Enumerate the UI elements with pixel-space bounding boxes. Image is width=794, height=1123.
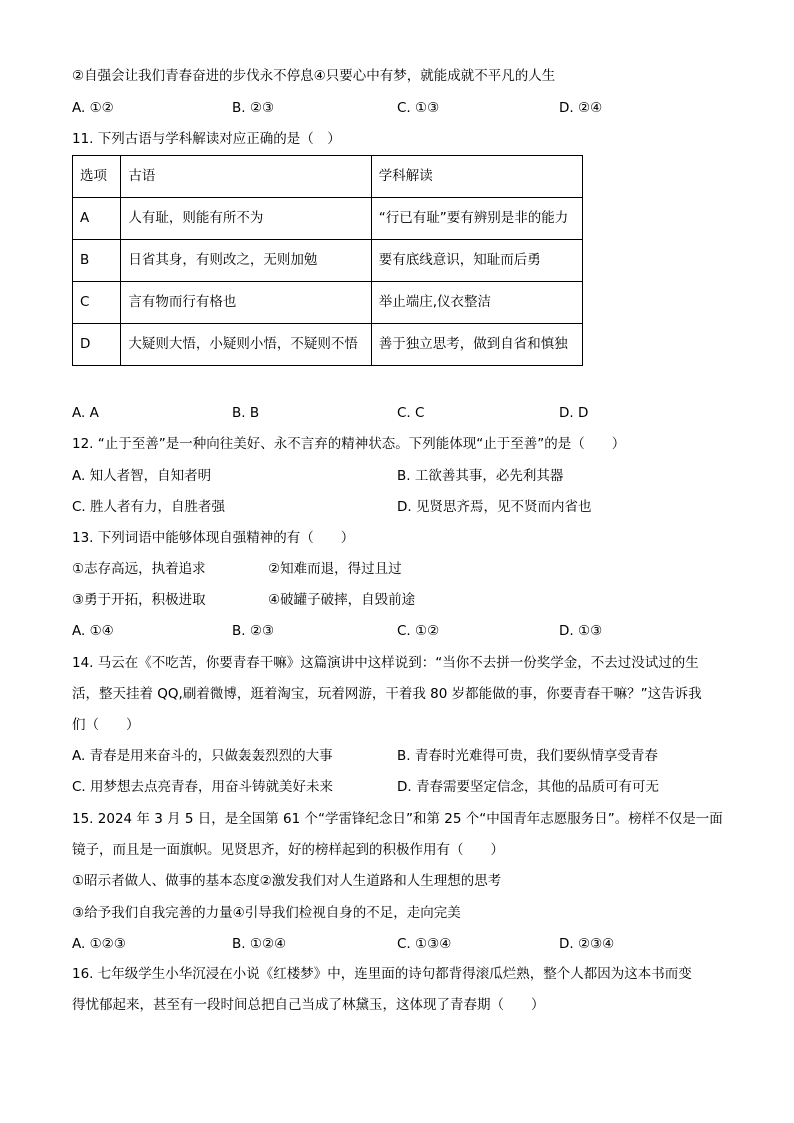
table-row (73, 240, 583, 282)
question-13-items-row-1 (72, 561, 732, 579)
table-cell: 大疑则大悟，小疑则小悟，不疑则不悟 (121, 324, 371, 366)
option-b: B. ②③ (232, 100, 275, 116)
question-14-options-row-2 (72, 779, 732, 797)
question-15-item-line-1: ①昭示者做人、做事的基本态度②激发我们对人生道路和人生理想的思考 (72, 873, 502, 889)
table-cell: 言有物而行有格也 (121, 282, 371, 324)
option-a: A. ①④ (72, 623, 114, 639)
question-15-stem-line-1: 15. 2024 年 3 月 5 日，是全国第 61 个“学雷锋纪念日”和第 25 个“中国青年志愿服务日”。榜样不仅是一面 (72, 811, 723, 827)
question-12-options-row-2 (72, 499, 732, 517)
question-16-stem-line-1: 16. 七年级学生小华沉浸在小说《红楼梦》中，连里面的诗句都背得滚瓜烂熟，整个人都因为这本书而变 (72, 966, 692, 982)
question-14-options-row-1 (72, 748, 732, 766)
option-a: A. 知人者智，自知者明 (72, 468, 212, 484)
table-row (73, 282, 583, 324)
table-row (73, 324, 583, 366)
option-d: D. D (559, 405, 589, 421)
table-cell: 要有底线意识，知耻而后勇 (371, 240, 582, 282)
question-13-stem: 13. 下列词语中能够体现自强精神的有（ ） (72, 530, 355, 546)
question-12-stem: 12. “止于至善”是一种向往美好、永不言弃的精神状态。下列能体现“止于至善”的是（ ） (72, 436, 626, 452)
option-a: A. ①②③ (72, 936, 126, 952)
table-cell: 日省其身，有则改之，无则加勉 (121, 240, 371, 282)
question-12-options-row-1 (72, 468, 732, 486)
table-cell: A (73, 198, 121, 240)
option-d: D. 见贤思齐焉，见不贤而内省也 (397, 499, 592, 515)
question-13-options (72, 623, 732, 641)
table-cell: B (73, 240, 121, 282)
option-d: D. ②③④ (559, 936, 615, 952)
item-3: ③勇于开拓，积极进取 (72, 592, 206, 608)
option-b: B. 青春时光难得可贵，我们要纵情享受青春 (397, 748, 658, 764)
table-header-row (73, 156, 583, 198)
table-cell: D (73, 324, 121, 366)
option-b: B. ①②④ (232, 936, 287, 952)
table-cell: 人有耻，则能有所不为 (121, 198, 371, 240)
item-4: ④破罐子破摔，自毁前途 (268, 592, 416, 608)
table-cell: C (73, 282, 121, 324)
option-d: D. ①③ (559, 623, 603, 639)
option-c: C. 胜人者有力，自胜者强 (72, 499, 226, 515)
question-16-stem-line-2: 得忧郁起来，甚至有一段时间总把自己当成了林黛玉，这体现了青春期（ ） (72, 997, 545, 1013)
question-14-stem-line-3: 们（ ） (72, 717, 140, 733)
question-10-carry-line: ②自强会让我们青春奋进的步伐永不停息④只要心中有梦，就能成就不平凡的人生 (72, 68, 556, 84)
question-14-stem-line-2: 活，整天挂着 QQ,刷着微博，逛着淘宝，玩着网游，干着我 80 岁都能做的事，你要青春干嘛？”这告诉我 (72, 686, 702, 702)
table-header-cell: 学科解读 (371, 156, 582, 198)
option-d: D. 青春需要坚定信念，其他的品质可有可无 (397, 779, 659, 795)
question-11-table (72, 155, 583, 366)
table-header-cell: 古语 (121, 156, 371, 198)
question-15-options (72, 936, 732, 954)
question-10-options (72, 100, 732, 118)
option-c: C. ①③ (397, 100, 440, 116)
question-11-stem: 11. 下列古语与学科解读对应正确的是（ ） (72, 131, 341, 147)
question-14-stem-line-1: 14. 马云在《不吃苦，你要青春干嘛》这篇演讲中这样说到：“当你不去拼一份奖学金，不去过没试过的生 (72, 655, 699, 671)
question-15-item-line-2: ③给予我们自我完善的力量④引导我们检视自身的不足，走向完美 (72, 905, 461, 921)
question-13-items-row-2 (72, 592, 732, 610)
option-c: C. ①② (397, 623, 440, 639)
option-c: C. 用梦想去点亮青春，用奋斗铸就美好未来 (72, 779, 334, 795)
table-cell: “行已有耻”要有辨别是非的能力 (371, 198, 582, 240)
question-11-options (72, 405, 732, 423)
option-d: D. ②④ (559, 100, 603, 116)
option-b: B. 工欲善其事，必先利其器 (397, 468, 564, 484)
table-header-cell: 选项 (73, 156, 121, 198)
table-cell: 举止端庄,仪衣整洁 (371, 282, 582, 324)
option-c: C. C (397, 405, 425, 421)
table-cell: 善于独立思考，做到自省和慎独 (371, 324, 582, 366)
option-a: A. ①② (72, 100, 114, 116)
option-a: A. 青春是用来奋斗的，只做轰轰烈烈的大事 (72, 748, 333, 764)
table-row (73, 198, 583, 240)
item-1: ①志存高远，执着追求 (72, 561, 206, 577)
option-c: C. ①③④ (397, 936, 452, 952)
option-b: B. B (232, 405, 260, 421)
item-2: ②知难而退，得过且过 (268, 561, 402, 577)
option-a: A. A (72, 405, 99, 421)
option-b: B. ②③ (232, 623, 275, 639)
question-15-stem-line-2: 镜子，而且是一面旗帜。见贤思齐，好的榜样起到的积极作用有（ ） (72, 842, 504, 858)
